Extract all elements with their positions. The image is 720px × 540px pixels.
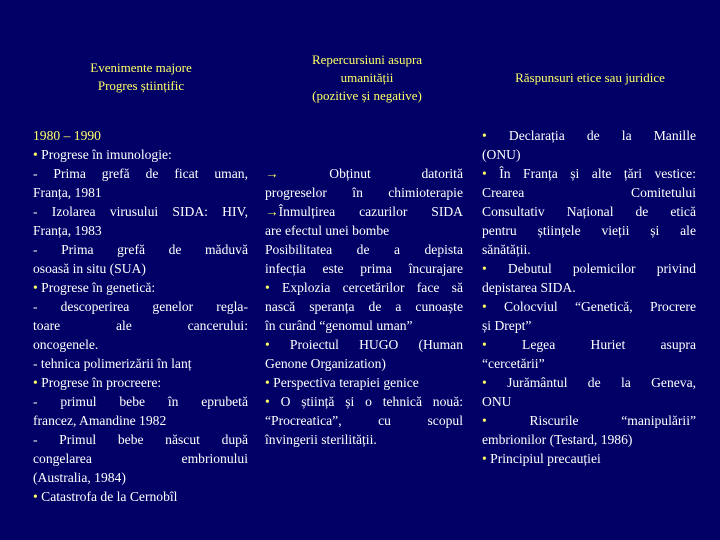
text-content: nască speranța de a cunoaște <box>265 299 463 314</box>
text-content: Obținut datorită <box>278 166 463 181</box>
text-line <box>33 335 248 354</box>
arrow-icon: → <box>265 204 279 219</box>
bullet-icon: • <box>33 375 38 390</box>
text-content: Progrese în genetică: <box>37 280 156 295</box>
bullet-icon: • <box>33 280 38 295</box>
text-content: Declarația de la Manille <box>486 128 696 143</box>
arrow-icon: → <box>265 166 279 181</box>
bullet-icon: • <box>33 489 38 504</box>
text-line <box>265 392 463 411</box>
text-line <box>482 183 696 202</box>
text-line <box>33 487 248 506</box>
text-line <box>33 183 248 202</box>
text-content: - Prima grefă de măduvă <box>33 242 248 257</box>
bullet-icon: • <box>265 280 270 295</box>
text-line <box>265 373 463 392</box>
text-line <box>33 126 248 145</box>
text-content: Riscurile “manipulării” <box>486 413 696 428</box>
text-content: (Australia, 1984) <box>33 470 126 485</box>
text-line <box>33 202 248 221</box>
text-line <box>33 164 248 183</box>
text-content: francez, Amandine 1982 <box>33 413 167 428</box>
header-line: Evenimente majore <box>90 60 192 75</box>
bullet-icon: • <box>482 299 487 314</box>
text-line <box>482 126 696 145</box>
text-line <box>265 278 463 297</box>
text-line <box>265 430 463 449</box>
text-content: Colocviul “Genetică, Procrere <box>486 299 696 314</box>
text-content: și Drept” <box>482 318 532 333</box>
text-content: progreselor în chimioterapie <box>265 185 463 200</box>
text-line <box>482 354 696 373</box>
header-line: Progres științific <box>97 78 185 93</box>
text-line <box>265 411 463 430</box>
bullet-icon: • <box>482 375 487 390</box>
text-content: Explozia cercetărilor face să <box>269 280 463 295</box>
text-line <box>265 335 463 354</box>
text-line <box>482 278 696 297</box>
text-content: embrionilor (Testard, 1986) <box>482 432 633 447</box>
text-content: - Izolarea virusului SIDA: HIV, <box>33 204 248 219</box>
text-content: în curând “genomul uman” <box>265 318 413 333</box>
text-line <box>33 430 248 449</box>
text-content: învingerii sterilității. <box>265 432 377 447</box>
bullet-icon: • <box>482 337 487 352</box>
header-line: umanității <box>340 70 394 85</box>
text-line <box>33 354 248 373</box>
bullet-icon: • <box>482 451 487 466</box>
text-line <box>33 392 248 411</box>
text-line <box>482 411 696 430</box>
text-line <box>265 221 463 240</box>
text-content: 1980 – 1990 <box>33 128 101 143</box>
text-line <box>33 278 248 297</box>
text-line <box>265 202 463 221</box>
text-line <box>482 392 696 411</box>
header-line: (pozitive și negative) <box>312 88 422 103</box>
text-content: Genone Organization) <box>265 356 386 371</box>
text-content: Franța, 1983 <box>33 223 102 238</box>
text-line <box>482 335 696 354</box>
text-content: Principiul precauției <box>486 451 601 466</box>
bullet-icon: • <box>482 413 487 428</box>
text-line <box>33 316 248 335</box>
text-line <box>33 373 248 392</box>
text-line <box>33 240 248 259</box>
header-ethical-responses <box>480 69 700 87</box>
text-line <box>482 430 696 449</box>
text-line <box>482 221 696 240</box>
text-line <box>482 297 696 316</box>
text-content: depistarea SIDA. <box>482 280 576 295</box>
text-content: sănătății. <box>482 242 531 257</box>
text-line <box>482 202 696 221</box>
text-content: În Franța și alte țări vestice: <box>486 166 696 181</box>
text-content: - primul bebe în eprubetă <box>33 394 248 409</box>
text-content: - tehnica polimerizării în lanț <box>33 356 192 371</box>
text-content: - Prima grefă de ficat uman, <box>33 166 248 181</box>
text-content: Catastrofa de la Cernobîl <box>37 489 178 504</box>
header-events <box>28 59 254 95</box>
text-content: - descoperirea genelor regla- <box>33 299 248 314</box>
text-line <box>33 449 248 468</box>
text-content: oncogenele. <box>33 337 99 352</box>
bullet-icon: • <box>265 375 270 390</box>
header-line: Repercursiuni asupra <box>311 52 423 67</box>
bullet-icon: • <box>482 128 487 143</box>
text-line <box>265 240 463 259</box>
text-content: O știință și o tehnică nouă: <box>269 394 463 409</box>
text-line <box>265 297 463 316</box>
header-repercussions <box>262 51 472 105</box>
text-content: Jurământul de la Geneva, <box>486 375 696 390</box>
header-line: Răspunsuri etice sau juridice <box>515 70 665 85</box>
text-content: - Primul bebe născut după <box>33 432 248 447</box>
text-line <box>482 259 696 278</box>
text-line <box>33 411 248 430</box>
text-content: Perspectiva terapiei genice <box>269 375 419 390</box>
column-events <box>33 126 248 506</box>
text-content: “Procreatica”, cu scopul <box>265 413 463 428</box>
text-line <box>482 240 696 259</box>
text-line <box>482 164 696 183</box>
text-content: Franța, 1981 <box>33 185 102 200</box>
text-content: Progrese în imunologie: <box>37 147 172 162</box>
text-content: “cercetării” <box>482 356 545 371</box>
text-content: Consultativ Național de etică <box>482 204 696 219</box>
text-line <box>482 373 696 392</box>
text-line <box>265 183 463 202</box>
text-line <box>265 164 463 183</box>
text-line <box>482 316 696 335</box>
text-line <box>482 145 696 164</box>
text-line <box>33 468 248 487</box>
text-line <box>33 145 248 164</box>
text-line <box>33 297 248 316</box>
text-line <box>265 354 463 373</box>
column-ethical-responses <box>482 126 696 468</box>
bullet-icon: • <box>482 166 487 181</box>
text-line <box>265 259 463 278</box>
text-content: Înmulțirea cazurilor SIDA <box>278 204 463 219</box>
bullet-icon: • <box>265 394 270 409</box>
text-content: congelarea embrionului <box>33 451 248 466</box>
text-content: ONU <box>482 394 512 409</box>
text-line <box>265 316 463 335</box>
text-content: pentru științele vieții și ale <box>482 223 696 238</box>
bullet-icon: • <box>33 147 38 162</box>
bullet-icon: • <box>482 261 487 276</box>
text-content: Posibilitatea de a depista <box>265 242 463 257</box>
bullet-icon: • <box>265 337 270 352</box>
column-repercussions <box>265 164 463 449</box>
text-content: osoasă in situ (SUA) <box>33 261 146 276</box>
text-content: Debutul polemicilor privind <box>486 261 696 276</box>
text-line <box>33 221 248 240</box>
text-content: Progrese în procreere: <box>37 375 162 390</box>
text-content: Legea Huriet asupra <box>486 337 696 352</box>
text-content: Proiectul HUGO (Human <box>269 337 463 352</box>
text-content: infecția este prima încurajare <box>265 261 463 276</box>
text-content: toare ale cancerului: <box>33 318 248 333</box>
text-content: are efectul unei bombe <box>265 223 390 238</box>
text-content: (ONU) <box>482 147 521 162</box>
text-line <box>33 259 248 278</box>
text-line <box>482 449 696 468</box>
text-content: Crearea Comitetului <box>482 185 696 200</box>
